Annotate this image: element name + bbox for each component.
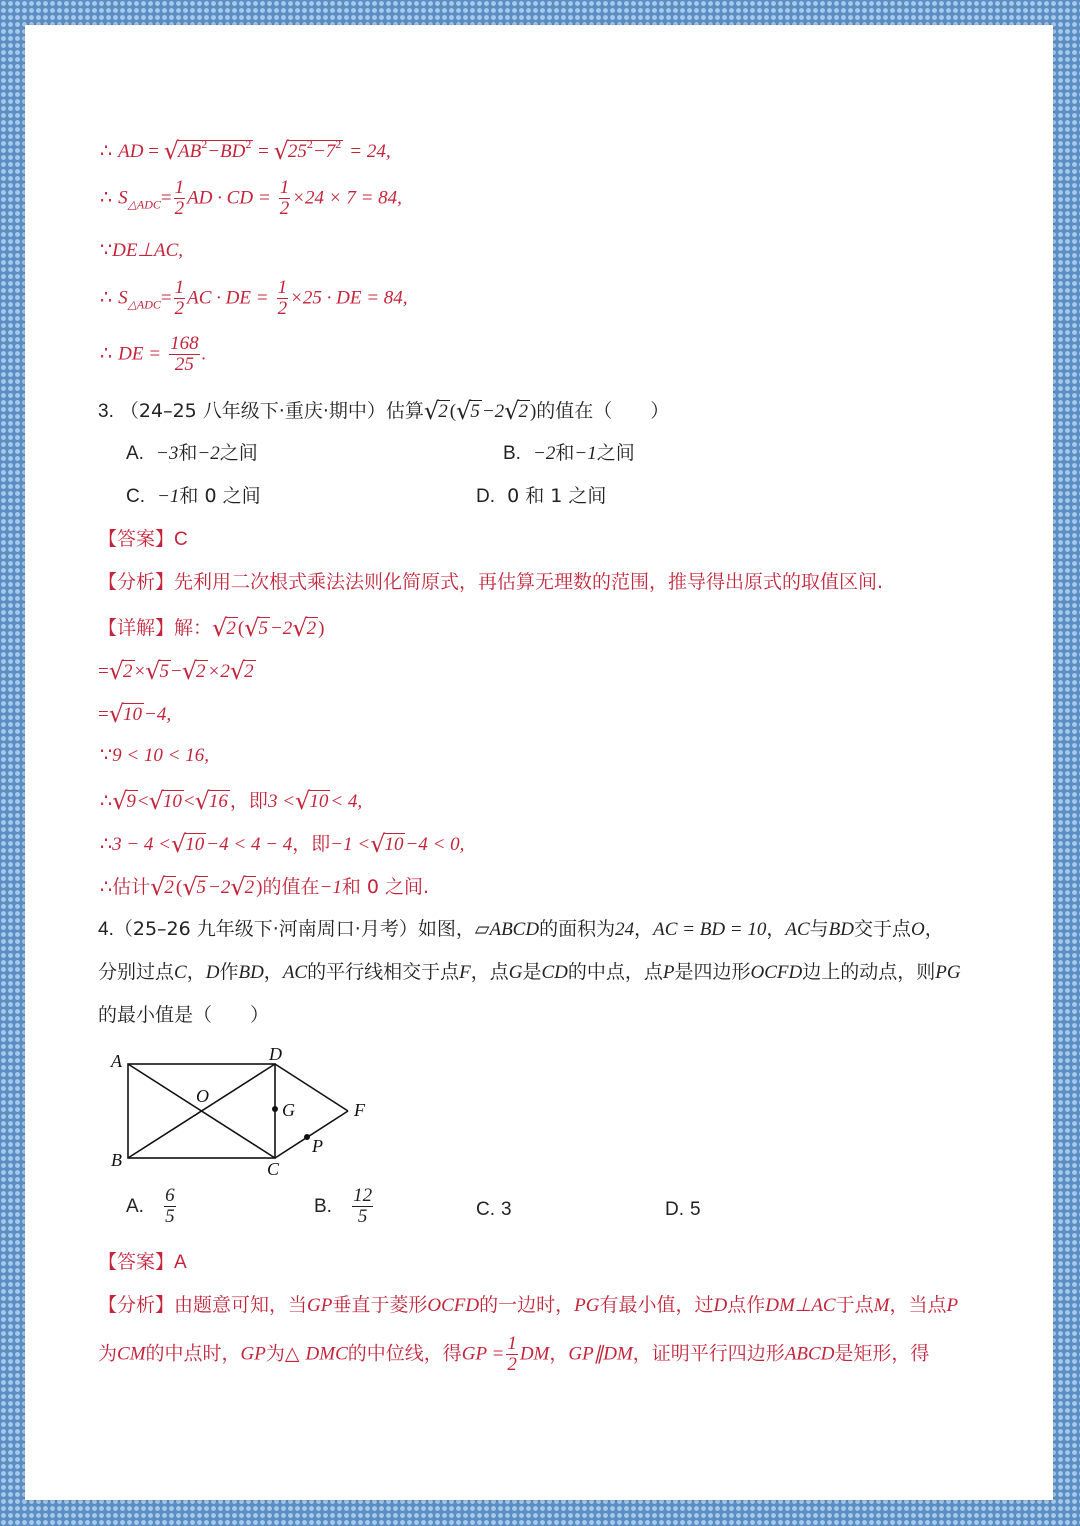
point-p (304, 1134, 310, 1140)
question-4-option-d[interactable]: D. 5 (665, 1199, 701, 1220)
sol2-line3: ∵DE⊥AC, (100, 240, 184, 261)
question-3-analysis: 【分析】先利用二次根式乘法法则化简原式，再估算无理数的范围，推导得出原式的取值区间. (98, 571, 884, 593)
label-d: D (269, 1044, 282, 1064)
sqrt-expression: √9 (112, 787, 136, 815)
sqrt-expression: √10 (108, 700, 143, 728)
question-3-detail-line2: =√10 −4, (98, 700, 172, 728)
sqrt-expression: √2 (229, 657, 254, 685)
sqrt-expression: √2 (423, 397, 448, 425)
question-3-answer: 【答案】C (98, 528, 188, 550)
sqrt-expression: √10 (148, 787, 182, 815)
question-3-detail-line6: ∴估计√2 (√5 −2√2 )的值在−1和 0 之间. (100, 873, 430, 901)
question-4-stem-line3: 的最小值是（ ） (98, 1004, 270, 1026)
sqrt-expression: √5 (145, 657, 170, 685)
question-4-answer: 【答案】A (98, 1251, 187, 1273)
sqrt-expression: √5 (182, 873, 207, 901)
point-g (272, 1106, 278, 1112)
sol2-line5: ∴ DE = $\frac{168}{25}$ . (100, 333, 207, 375)
label-f: F (354, 1100, 365, 1120)
question-4-option-a[interactable]: A. $\frac{6}{5}$ (126, 1185, 175, 1227)
sqrt-expression: √2 (504, 397, 528, 425)
sqrt-expression: √2 (108, 657, 133, 685)
question-4-analysis-line2: 为CM的中点时，GP为△ DMC的中位线，得GP = $\frac{1}{2}$ DM，GP∥DM，证明平行四边形ABCD是矩形，得 (98, 1333, 930, 1375)
label-g: G (282, 1100, 295, 1120)
question-3-detail-header: 【详解】解：√2 (√5 −2√2 ) (98, 614, 325, 642)
question-4-option-b[interactable]: B. $\frac{12}{5}$ (314, 1185, 373, 1227)
sqrt-expression: √10 (370, 830, 404, 858)
fraction: $\frac{168}{25}$ (170, 333, 199, 375)
question-3-option-d[interactable]: D. 0 和 1 之间 (476, 485, 607, 507)
sqrt-expression: √10 (171, 830, 205, 858)
sqrt-expression: √2 (230, 873, 255, 901)
sqrt-expression: √2 (181, 657, 206, 685)
sqrt-expression: $√AB^2-BD^2$ (163, 137, 252, 165)
sol2-line4: ∴ $S_{\triangle ADC}=$ $\frac{1}{2}$ AC · DE = $\frac{1}{2}$ ×25 · DE = 84, (100, 277, 408, 319)
question-3-stem: 3. （24–25 八年级下·重庆·期中）估算√2 (√5 −2√2 )的值在（ ） (98, 397, 670, 425)
label-a: A (111, 1051, 122, 1071)
sqrt-expression: $√25^2-7^2$ (273, 137, 342, 165)
sqrt-expression: √10 (295, 787, 329, 815)
question-3-option-c[interactable]: C. −1和 0 之间 (126, 485, 261, 507)
question-3-option-a[interactable]: A. −3和−2之间 (126, 442, 258, 464)
question-4-option-c[interactable]: C. 3 (476, 1199, 512, 1220)
sqrt-expression: √5 (244, 614, 268, 642)
fraction: $\frac{6}{5}$ (165, 1185, 175, 1227)
question-4-stem-line2: 分别过点C，D作BD，AC的平行线相交于点F，点G是CD的中点，点P是四边形OCFD边上的动点，则PG (98, 961, 961, 983)
fraction: $\frac{1}{2}$ (279, 177, 290, 219)
label-o: O (196, 1086, 209, 1106)
fraction: $\frac{1}{2}$ (507, 1333, 517, 1375)
question-3-detail-line1: =√2 ×√5 −√2 ×2√2 (98, 657, 254, 685)
sol2-line1: ∴ AD = $√AB^2-BD^2 = √25^2-7^2 = 24$, (100, 137, 391, 165)
label-c: C (267, 1159, 280, 1179)
sqrt-expression: √2 (292, 614, 317, 642)
sol2-line2: ∴ $S_{\triangle ADC}=$ $\frac{1}{2}$ AD · CD = $\frac{1}{2}$ ×24 × 7 = 84, (100, 177, 402, 219)
fraction: $\frac{12}{5}$ (353, 1185, 373, 1227)
question-3-detail-line5: ∴3 − 4 <√10 −4 < 4 − 4，即−1 <√10 −4 < 0, (100, 830, 465, 858)
sqrt-expression: √5 (456, 397, 480, 425)
sqrt-expression: √2 (150, 873, 174, 901)
fraction: $\frac{1}{2}$ (277, 277, 288, 319)
question-3-option-b[interactable]: B. −2和−1之间 (503, 442, 635, 464)
question-4-stem-line1: 4.（25–26 九年级下·河南周口·月考）如图，▱ABCD的面积为24，AC = BD = 10，AC与BD交于点O， (98, 918, 944, 940)
question-3-detail-line3: ∵9 < 10 < 16, (100, 745, 209, 766)
parallelogram-figure (100, 1040, 390, 1180)
sqrt-expression: √16 (194, 787, 228, 815)
fraction: $\frac{1}{2}$ (174, 277, 185, 319)
label-p: P (312, 1136, 323, 1156)
sqrt-expression: √2 (212, 614, 236, 642)
fraction: $\frac{1}{2}$ (174, 177, 185, 219)
label-b: B (111, 1150, 122, 1170)
question-4-analysis-line1: 【分析】由题意可知，当GP垂直于菱形OCFD的一边时，PG有最小值，过D点作DM⊥AC于点M，当点P (98, 1294, 959, 1316)
question-3-detail-line4: ∴√9 <√10 <√16 ，即3 <√10 < 4, (100, 787, 363, 815)
